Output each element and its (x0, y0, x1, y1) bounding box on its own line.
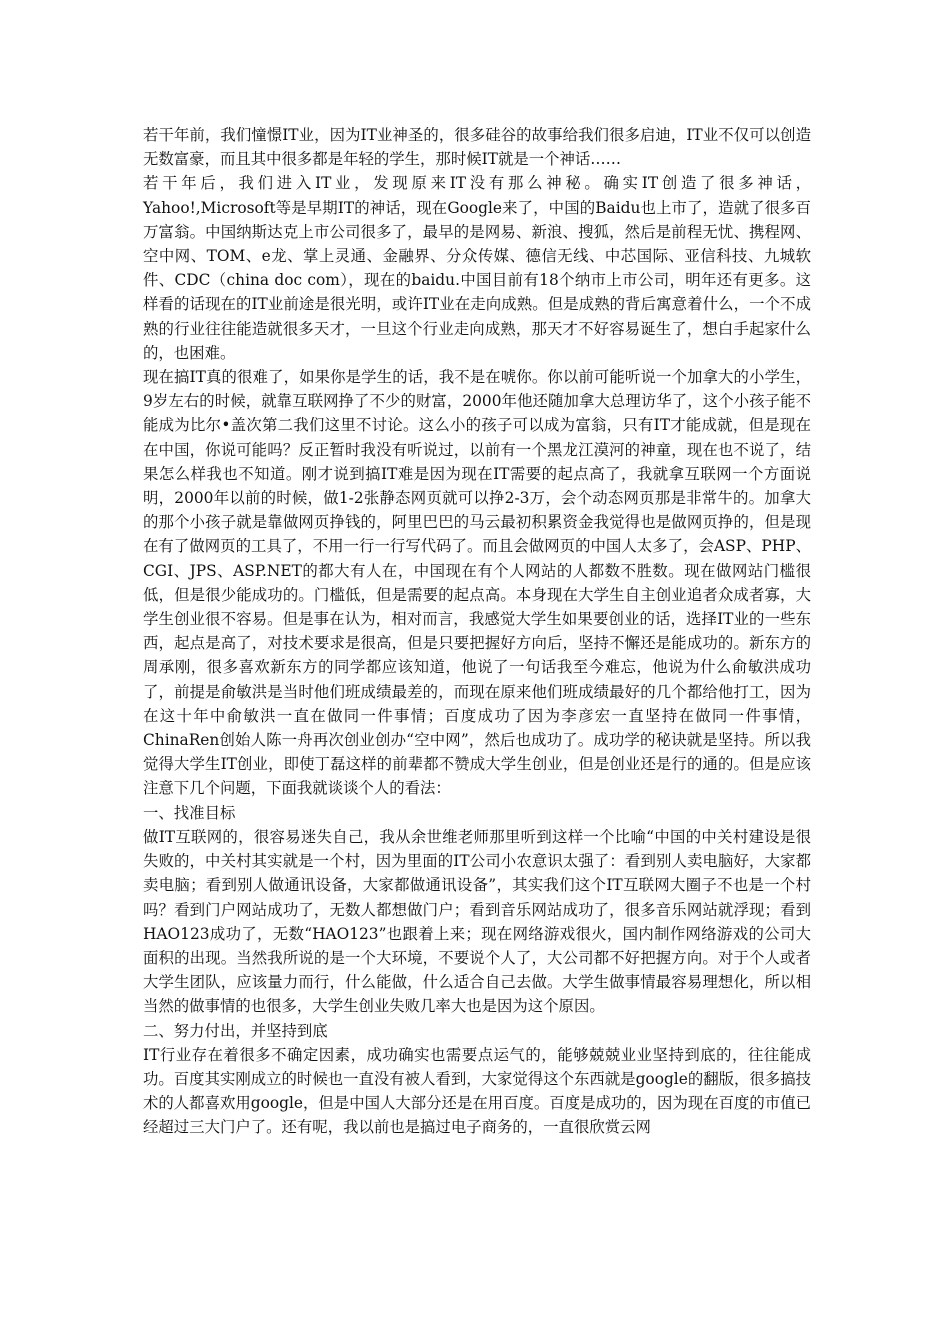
section-heading-1: 一、找准目标 (143, 803, 236, 822)
paragraph-find-target: 做IT互联网的，很容易迷失自己，我从余世维老师那里听到这样一个比喻“中国的中关村建设是很失败的，中关村其实就是一个村，因为里面的IT公司小农意识太强了：看到别人卖电脑好，大家都卖电脑；看到别人做通讯设备，大家都做通讯设备”，其实我们这个IT互联网大圈子不也是一个村吗？看到门户网站成功了，无数人都想做门户；看到音乐网站成功了，很多音乐网站就浮现；看到HAO123成功了，无数“HAO123”也跟着上来；现在网络游戏很火，国内制作网络游戏的公司大面积的出现。当然我所说的是一个大环境，不要说个人了，大公司都不好把握方向。对于个人或者大学生团队，应该量力而行，什么能做，什么适合自己去做。大学生做事情最容易理想化，所以相当然的做事情的也很多，大学生创业失败几率大也是因为这个原因。 (143, 827, 811, 1016)
document-page (143, 123, 811, 1140)
paragraph-intro-past: 若干年前，我们憧憬IT业，因为IT业神圣的，很多硅谷的故事给我们很多启迪，IT业不仅可以创造无数富豪，而且其中很多都是年轻的学生，那时候IT就是一个神话…… (143, 126, 811, 169)
paragraph-it-difficulty: 现在搞IT真的很难了，如果你是学生的话，我不是在唬你。你以前可能听说一个加拿大的小学生，9岁左右的时候，就靠互联网挣了不少的财富，2000年他还随加拿大总理访华了，这个小孩子能不能成为比尔•盖次第二我们这里不讨论。这么小的孩子可以成为富翁，只有IT才能成就，但是现在在中国，你说可能吗？反正暂时我没有听说过，以前有一个黑龙江漠河的神童，现在也不说了，结果怎么样我也不知道。刚才说到搞IT难是因为现在IT需要的起点高了，我就拿互联网一个方面说明，2000年以前的时候，做1-2张静态网页就可以挣2-3万，会个动态网页那是非常牛的。加拿大的那个小孩子就是靠做网页挣钱的，阿里巴巴的马云最初积累资金我觉得也是做网页挣的，但是现在有了做网页的工具了，不用一行一行写代码了。而且会做网页的中国人太多了，会ASP、PHP、CGI、JPS、ASP.NET的都大有人在，中国现在有个人网站的人都数不胜数。现在做网站门槛很低，但是很少能成功的。门槛低，但是需要的起点高。本身现在大学生自主创业追者众成者寡，大学生创业很不容易。但是事在认为，相对而言，我感觉大学生如果要创业的话，选择IT业的一些东西，起点是高了，对技术要求是很高，但是只要把握好方向后，坚持不懈还是能成功的。新东方的周承刚，很多喜欢新东方的同学都应该知道，他说了一句话我至今难忘，他说为什么俞敏洪成功了，前提是俞敏洪是当时他们班成绩最差的，而现在原来他们班成绩最好的几个都给他打工，因为在这十年中俞敏洪一直在做同一件事情；百度成功了因为李彦宏一直坚持在做同一件事情，ChinaRen创始人陈一舟再次创业创办“空中网”，然后也成功了。成功学的秘诀就是坚持。所以我觉得大学生IT创业，即使丁磊这样的前辈都不赞成大学生创业，但是创业还是行的通的。但是应该注意下几个问题，下面我就谈谈个人的看法： (143, 368, 811, 798)
section-heading-2: 二、努力付出，并坚持到底 (143, 1021, 328, 1040)
paragraph-intro-present: 若干年后，我们进入IT业，发现原来IT没有那么神秘。确实IT创造了很多神话，Yahoo!,Microsoft等是早期IT的神话，现在Google来了，中国的Baidu也上市了，造就了很多百万富翁。中国纳斯达克上市公司很多了，最早的是网易、新浪、搜狐，然后是前程无忧、携程网、空中网、TOM、e龙、掌上灵通、金融界、分众传媒、德信无线、中芯国际、亚信科技、九城软件、CDC（china doc com），现在的baidu.中国目前有18个纳市上市公司，明年还有更多。这样看的话现在的IT业前途是很光明，或许IT业在走向成熟。但是成熟的背后寓意着什么，一个不成熟的行业往往能造就很多天才，一旦这个行业走向成熟，那天才不好容易诞生了，想白手起家什么的，也困难。 (143, 174, 811, 362)
paragraph-persist: IT行业存在着很多不确定因素，成功确实也需要点运气的，能够兢兢业业坚持到底的，往往能成功。百度其实刚成立的时候也一直没有被人看到，大家觉得这个东西就是google的翻版，很多搞技术的人都喜欢用google，但是中国人大部分还是在用百度。百度是成功的，因为现在百度的市值已经超过三大门户了。还有呢，我以前也是搞过电子商务的，一直很欣赏云网 (143, 1045, 811, 1137)
